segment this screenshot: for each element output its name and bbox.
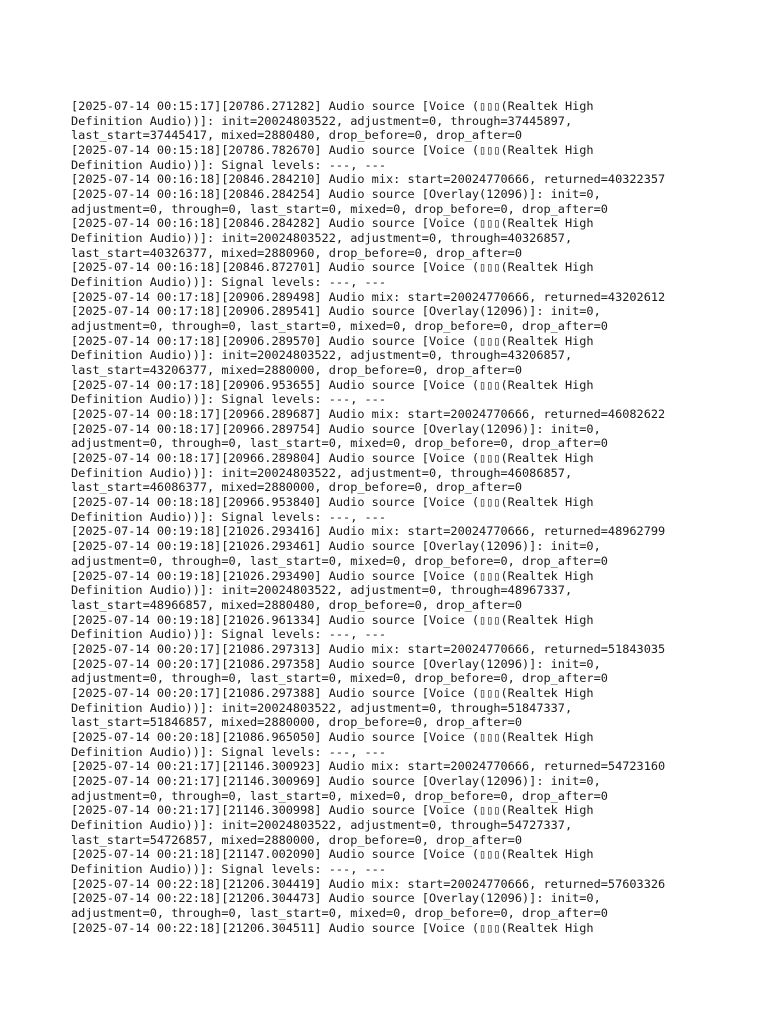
log-line: [2025-07-14 00:18:17][20966.289687] Audio mix: start=20024770666, returned=46082622: [71, 407, 666, 422]
log-line: [2025-07-14 00:19:18][21026.293461] Audio source [Overlay(12096)]: init=0,: [71, 539, 601, 554]
log-line: Definition Audio))]: init=20024803522, adjustment=0, through=46086857,: [71, 465, 573, 480]
log-line: Definition Audio))]: init=20024803522, adjustment=0, through=37445897,: [71, 113, 573, 128]
log-line: [2025-07-14 00:21:17][21146.300998] Audio source [Voice (▯▯▯(Realtek High: [71, 803, 594, 818]
log-line: Definition Audio))]: init=20024803522, adjustment=0, through=54727337,: [71, 817, 573, 832]
log-line: [2025-07-14 00:17:18][20906.953655] Audio source [Voice (▯▯▯(Realtek High: [71, 377, 594, 392]
log-text-block: [71, 99, 711, 935]
log-line: adjustment=0, through=0, last_start=0, mixed=0, drop_before=0, drop_after=0: [71, 905, 608, 920]
log-line: [2025-07-14 00:22:18][21206.304511] Audio source [Voice (▯▯▯(Realtek High: [71, 920, 594, 935]
log-line: [2025-07-14 00:21:18][21147.002090] Audio source [Voice (▯▯▯(Realtek High: [71, 847, 594, 862]
log-line: adjustment=0, through=0, last_start=0, mixed=0, drop_before=0, drop_after=0: [71, 671, 608, 686]
log-line: [2025-07-14 00:17:18][20906.289541] Audio source [Overlay(12096)]: init=0,: [71, 304, 601, 319]
log-line: [2025-07-14 00:19:18][21026.293490] Audio source [Voice (▯▯▯(Realtek High: [71, 568, 594, 583]
log-line: [2025-07-14 00:17:18][20906.289570] Audio source [Voice (▯▯▯(Realtek High: [71, 333, 594, 348]
log-line: [2025-07-14 00:18:17][20966.289804] Audio source [Voice (▯▯▯(Realtek High: [71, 451, 594, 466]
log-line: [2025-07-14 00:22:18][21206.304419] Audio mix: start=20024770666, returned=57603326: [71, 876, 666, 891]
log-line: [2025-07-14 00:16:18][20846.872701] Audio source [Voice (▯▯▯(Realtek High: [71, 260, 594, 275]
log-line: [2025-07-14 00:16:18][20846.284210] Audio mix: start=20024770666, returned=40322357: [71, 172, 666, 187]
log-line: Definition Audio))]: init=20024803522, adjustment=0, through=48967337,: [71, 583, 573, 598]
log-line: Definition Audio))]: Signal levels: ---, ---: [71, 509, 386, 524]
log-line: adjustment=0, through=0, last_start=0, mixed=0, drop_before=0, drop_after=0: [71, 553, 608, 568]
log-line: Definition Audio))]: Signal levels: ---, ---: [71, 744, 386, 759]
log-line: last_start=37445417, mixed=2880480, drop_before=0, drop_after=0: [71, 128, 523, 143]
log-line: [2025-07-14 00:21:17][21146.300969] Audio source [Overlay(12096)]: init=0,: [71, 773, 601, 788]
log-line: Definition Audio))]: Signal levels: ---, ---: [71, 275, 386, 290]
log-line: last_start=48966857, mixed=2880480, drop_before=0, drop_after=0: [71, 597, 523, 612]
log-line: adjustment=0, through=0, last_start=0, mixed=0, drop_before=0, drop_after=0: [71, 788, 608, 803]
log-page: [71, 99, 711, 935]
log-line: last_start=54726857, mixed=2880000, drop_before=0, drop_after=0: [71, 832, 523, 847]
log-line: [2025-07-14 00:19:18][21026.293416] Audio mix: start=20024770666, returned=48962799: [71, 524, 666, 539]
log-line: [2025-07-14 00:20:18][21086.965050] Audio source [Voice (▯▯▯(Realtek High: [71, 729, 594, 744]
log-line: [2025-07-14 00:21:17][21146.300923] Audio mix: start=20024770666, returned=54723160: [71, 759, 666, 774]
log-line: [2025-07-14 00:20:17][21086.297313] Audio mix: start=20024770666, returned=51843035: [71, 641, 666, 656]
log-line: Definition Audio))]: Signal levels: ---, ---: [71, 392, 386, 407]
log-line: Definition Audio))]: init=20024803522, adjustment=0, through=40326857,: [71, 231, 573, 246]
log-line: last_start=46086377, mixed=2880000, drop_before=0, drop_after=0: [71, 480, 523, 495]
log-line: [2025-07-14 00:18:17][20966.289754] Audio source [Overlay(12096)]: init=0,: [71, 421, 601, 436]
log-line: [2025-07-14 00:18:18][20966.953840] Audio source [Voice (▯▯▯(Realtek High: [71, 495, 594, 510]
log-line: [2025-07-14 00:17:18][20906.289498] Audio mix: start=20024770666, returned=43202612: [71, 289, 666, 304]
log-line: [2025-07-14 00:15:17][20786.271282] Audio source [Voice (▯▯▯(Realtek High: [71, 99, 594, 113]
log-line: adjustment=0, through=0, last_start=0, mixed=0, drop_before=0, drop_after=0: [71, 201, 608, 216]
log-line: Definition Audio))]: Signal levels: ---, ---: [71, 157, 386, 172]
log-line: Definition Audio))]: init=20024803522, adjustment=0, through=51847337,: [71, 700, 573, 715]
log-line: adjustment=0, through=0, last_start=0, mixed=0, drop_before=0, drop_after=0: [71, 436, 608, 451]
log-line: [2025-07-14 00:20:17][21086.297358] Audio source [Overlay(12096)]: init=0,: [71, 656, 601, 671]
log-line: [2025-07-14 00:16:18][20846.284254] Audio source [Overlay(12096)]: init=0,: [71, 187, 601, 202]
log-line: [2025-07-14 00:19:18][21026.961334] Audio source [Voice (▯▯▯(Realtek High: [71, 612, 594, 627]
log-line: last_start=40326377, mixed=2880960, drop_before=0, drop_after=0: [71, 245, 523, 260]
log-line: [2025-07-14 00:20:17][21086.297388] Audio source [Voice (▯▯▯(Realtek High: [71, 685, 594, 700]
log-line: last_start=51846857, mixed=2880000, drop_before=0, drop_after=0: [71, 715, 523, 730]
log-line: Definition Audio))]: init=20024803522, adjustment=0, through=43206857,: [71, 348, 573, 363]
log-line: adjustment=0, through=0, last_start=0, mixed=0, drop_before=0, drop_after=0: [71, 319, 608, 334]
log-line: [2025-07-14 00:15:18][20786.782670] Audio source [Voice (▯▯▯(Realtek High: [71, 143, 594, 158]
log-line: last_start=43206377, mixed=2880000, drop_before=0, drop_after=0: [71, 363, 523, 378]
log-line: Definition Audio))]: Signal levels: ---, ---: [71, 861, 386, 876]
log-line: [2025-07-14 00:16:18][20846.284282] Audio source [Voice (▯▯▯(Realtek High: [71, 216, 594, 231]
log-line: Definition Audio))]: Signal levels: ---, ---: [71, 627, 386, 642]
log-line: [2025-07-14 00:22:18][21206.304473] Audio source [Overlay(12096)]: init=0,: [71, 891, 601, 906]
